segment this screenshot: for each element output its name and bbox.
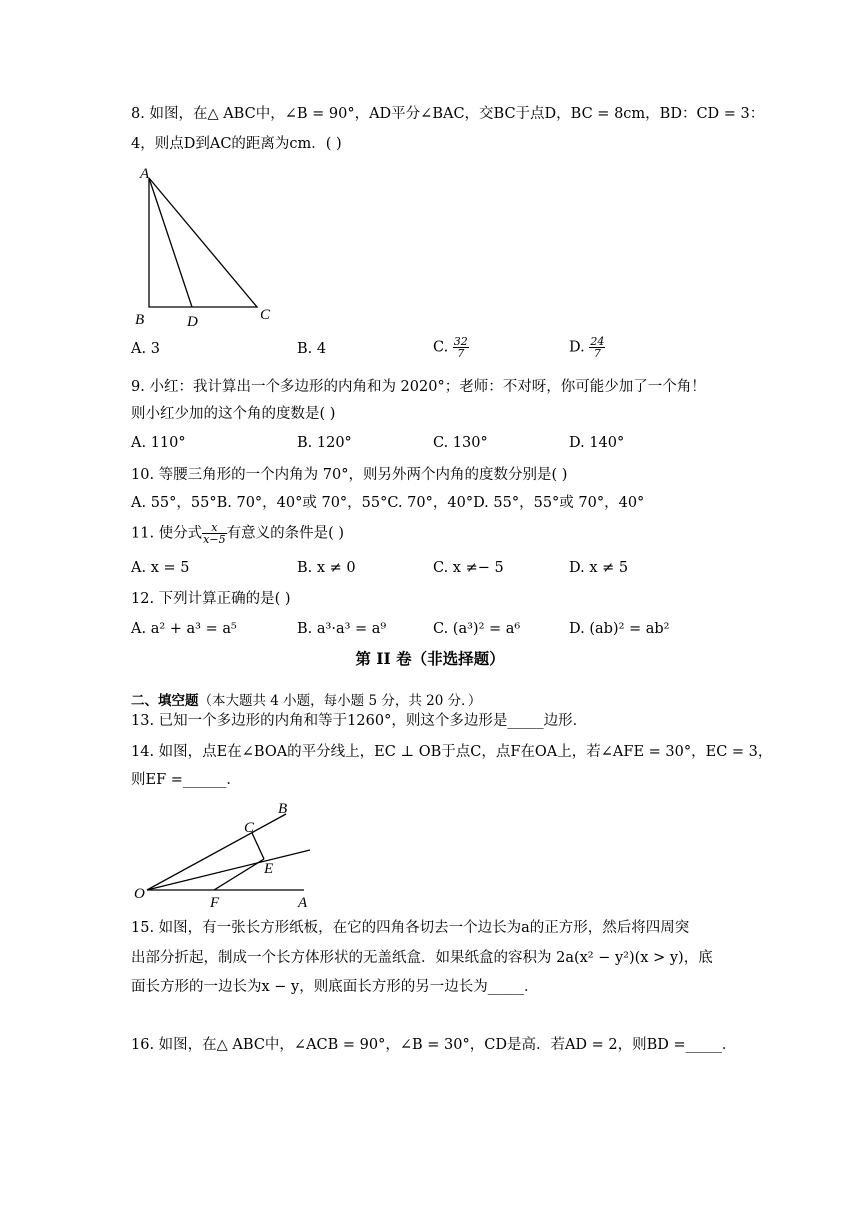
fraction-denominator: 7 — [457, 347, 465, 360]
fraction-numerator: 24 — [590, 335, 605, 348]
q11-option-d[interactable]: D. x ≠ 5 — [569, 560, 629, 576]
label-b: B — [135, 312, 145, 328]
q12-option-d[interactable]: D. (ab)² = ab² — [569, 621, 670, 637]
q15-line1: 15. 如图，有一张长方形纸板，在它的四角各切去一个边长为a的正方形，然后将四周突 — [131, 920, 690, 936]
q8-line1: 8. 如图，在△ ABC中，∠B = 90°，AD平分∠BAC，交BC于点D，BC = 8cm，BD：CD = 3： — [131, 106, 765, 122]
fraction-denominator: 7 — [593, 347, 601, 360]
q11-prefix: 11. 使分式 — [131, 525, 203, 542]
ray-bisector — [147, 850, 310, 890]
q8-option-c[interactable] — [433, 336, 469, 359]
q12-option-b[interactable]: B. a³·a³ = a⁹ — [297, 621, 387, 637]
label-a: A — [298, 895, 308, 911]
fill-in-header-bold: 二、填空题 — [131, 693, 199, 709]
label-e: E — [264, 861, 274, 877]
q8-option-b[interactable]: B. 4 — [297, 341, 327, 357]
segment-ec — [252, 833, 264, 859]
q9-option-b[interactable]: B. 120° — [297, 435, 352, 451]
label-o: O — [134, 886, 145, 902]
q9-option-d[interactable]: D. 140° — [569, 435, 625, 451]
q12-line1: 12. 下列计算正确的是( ) — [131, 591, 291, 607]
q8-line2: 4，则点D到AC的距离为cm．( ) — [131, 136, 342, 152]
q11-fraction — [202, 522, 226, 545]
q15-line3: 面长方形的一边长为x − y，则底面长方形的另一边长为_____． — [131, 979, 539, 995]
q10-options[interactable]: A. 55°，55°B. 70°，40°或 70°，55°C. 70°，40°D. 55°，55°或 70°，40° — [131, 495, 645, 511]
q8-triangle-figure — [128, 160, 278, 330]
fraction-denominator: x−5 — [203, 533, 226, 546]
q8-option-c-prefix: C. — [433, 339, 449, 356]
bisector-ad — [149, 178, 192, 307]
fraction-numerator: x — [202, 522, 226, 534]
q9-line2: 则小红少加的这个角的度数是( ) — [131, 406, 336, 422]
q11-option-b[interactable]: B. x ≠ 0 — [297, 560, 356, 576]
triangle-abc — [149, 178, 257, 307]
label-a: A — [140, 166, 150, 182]
q11-option-c[interactable]: C. x ≠− 5 — [433, 560, 504, 576]
label-c: C — [260, 307, 271, 323]
label-d: D — [187, 314, 198, 330]
fill-in-header — [131, 691, 481, 711]
q8-option-c-fraction — [453, 336, 469, 359]
section-title: 第 II 卷（非选择题） — [355, 649, 505, 668]
label-b: B — [278, 801, 288, 817]
q8-option-d-fraction — [589, 336, 605, 359]
q8-option-d-prefix: D. — [569, 339, 585, 356]
q12-option-c[interactable]: C. (a³)² = a⁶ — [433, 621, 521, 637]
q13-line1: 13. 已知一个多边形的内角和等于1260°，则这个多边形是_____边形． — [131, 713, 588, 729]
q10-line1: 10. 等腰三角形的一个内角为 70°，则另外两个内角的度数分别是( ) — [131, 467, 568, 483]
q11-option-a[interactable]: A. x = 5 — [131, 560, 190, 576]
label-f: F — [210, 895, 220, 911]
q11-suffix: 有意义的条件是( ) — [226, 525, 345, 542]
q11-line1 — [131, 522, 344, 545]
q9-line1: 9. 小红：我计算出一个多边形的内角和为 2020°；老师：不对呀，你可能少加了一个角！ — [131, 379, 706, 395]
fill-in-header-rest: （本大题共 4 小题，每小题 5 分，共 20 分．） — [198, 693, 482, 709]
q14-line1: 14. 如图，点E在∠BOA的平分线上，EC ⊥ OB于点C，点F在OA上，若∠AFE = 30°，EC = 3， — [131, 744, 773, 760]
q12-option-a[interactable]: A. a² + a³ = a⁵ — [131, 621, 237, 637]
q15-line2: 出部分折起，制成一个长方体形状的无盖纸盒．如果纸盒的容积为 2a(x² − y²)(x > y)，底 — [131, 950, 713, 966]
q16-line1: 16. 如图，在△ ABC中，∠ACB = 90°，∠B = 30°，CD是高．若AD = 2，则BD =_____． — [131, 1037, 737, 1053]
q8-option-d[interactable] — [569, 336, 605, 359]
q9-option-a[interactable]: A. 110° — [131, 435, 186, 451]
q14-line2: 则EF =______． — [131, 772, 241, 788]
ray-ob — [147, 814, 286, 890]
q14-angle-figure — [128, 796, 328, 916]
q8-option-a[interactable]: A. 3 — [131, 341, 160, 357]
q9-option-c[interactable]: C. 130° — [433, 435, 488, 451]
fraction-numerator: 32 — [453, 335, 468, 348]
label-c: C — [244, 820, 255, 836]
segment-ef — [214, 859, 264, 890]
